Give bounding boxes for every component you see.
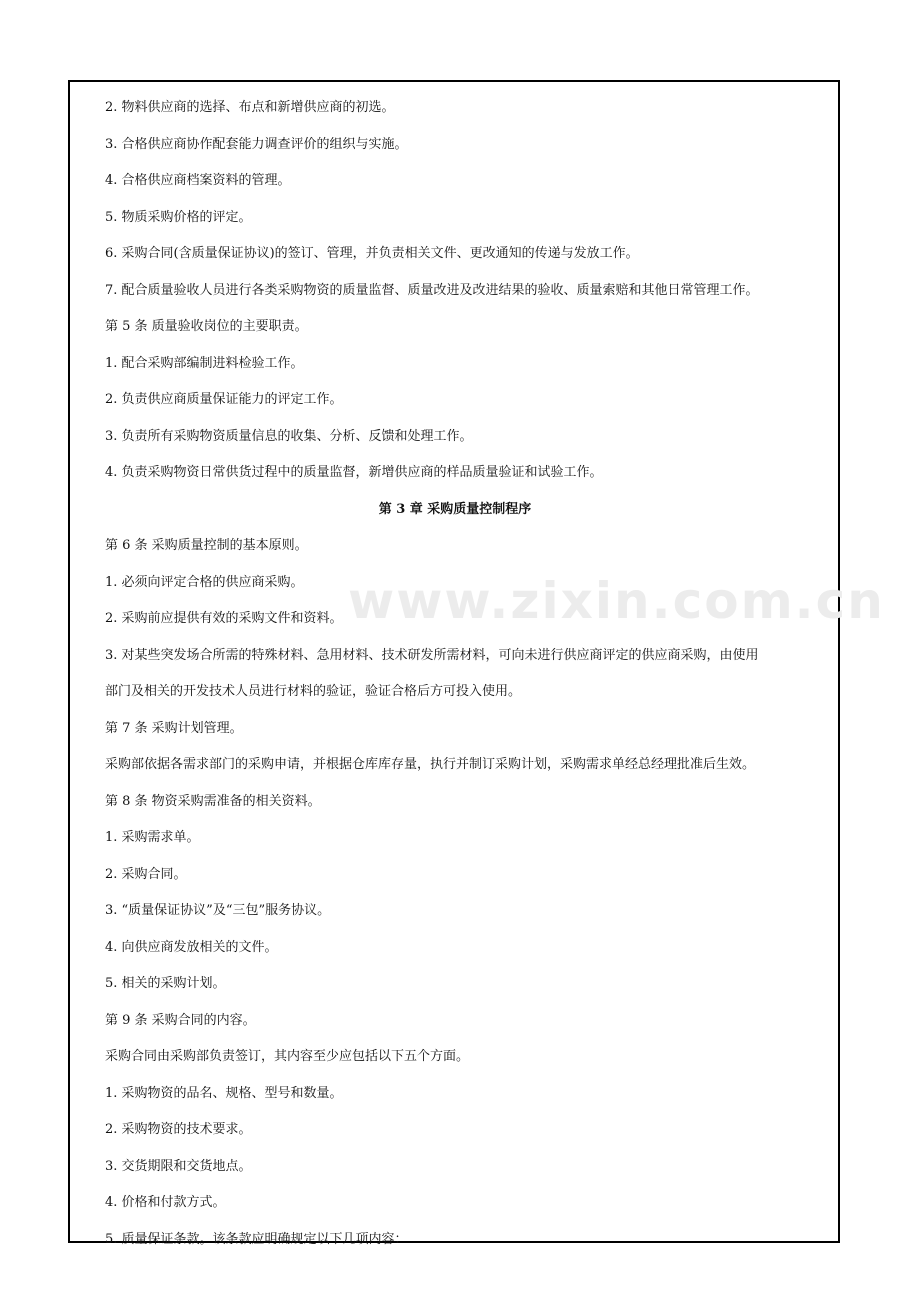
text-line: 7. 配合质量验收人员进行各类采购物资的质量监督、质量改进及改进结果的验收、质量索赔和其他日常管理工作。 <box>105 282 759 298</box>
text-line: 2. 负责供应商质量保证能力的评定工作。 <box>105 392 343 407</box>
text-line: 采购部依据各需求部门的采购申请，并根据仓库库存量，执行并制订采购计划，采购需求单经总经理批准后生效。 <box>105 757 756 772</box>
text-line: 采购合同由采购部负责签订，其内容至少应包括以下五个方面。 <box>105 1049 470 1064</box>
text-line: 3. 合格供应商协作配套能力调查评价的组织与实施。 <box>105 136 408 152</box>
text-line: 3. “质量保证协议”及“三包”服务协议。 <box>105 903 331 918</box>
text-line: 3. 负责所有采购物资质量信息的收集、分析、反馈和处理工作。 <box>105 428 473 444</box>
text-line: 1. 采购需求单。 <box>105 830 200 845</box>
text-line: 2. 采购前应提供有效的采购文件和资料。 <box>105 611 343 626</box>
text-line: 3. 对某些突发场合所需的特殊材料、急用材料、技术研发所需材料，可向未进行供应商评定的供应商采购，由使用 <box>105 647 759 663</box>
text-line: 2. 物料供应商的选择、布点和新增供应商的初选。 <box>105 100 395 115</box>
text-line: 5. 质量保证条款。该条款应明确规定以下几项内容： <box>105 1231 408 1247</box>
text-line: 1. 采购物资的品名、规格、型号和数量。 <box>105 1085 343 1101</box>
text-line: 4. 向供应商发放相关的文件。 <box>105 939 278 955</box>
text-line: 4. 合格供应商档案资料的管理。 <box>105 173 291 188</box>
text-line: 第 5 条 质量验收岗位的主要职责。 <box>105 319 308 334</box>
text-line: 第 7 条 采购计划管理。 <box>105 720 243 736</box>
text-line: 第 8 条 物资采购需准备的相关资料。 <box>105 793 321 809</box>
document-body <box>105 90 805 1258</box>
text-line: 2. 采购合同。 <box>105 866 187 882</box>
text-line: 5. 相关的采购计划。 <box>105 976 226 991</box>
chapter-heading: 第 3 章 采购质量控制程序 <box>378 501 532 517</box>
text-line: 部门及相关的开发技术人员进行材料的验证，验证合格后方可投入使用。 <box>105 684 522 699</box>
text-line: 6. 采购合同(含质量保证协议)的签订、管理，并负责相关文件、更改通知的传递与发放工作。 <box>105 246 639 261</box>
text-line: 5. 物质采购价格的评定。 <box>105 209 252 225</box>
text-line: 2. 采购物资的技术要求。 <box>105 1122 252 1137</box>
text-line: 1. 配合采购部编制进料检验工作。 <box>105 355 304 371</box>
watermark: www.zixin.com.cn <box>348 572 885 630</box>
text-line: 4. 价格和付款方式。 <box>105 1195 226 1210</box>
text-line: 3. 交货期限和交货地点。 <box>105 1158 252 1174</box>
text-line: 4. 负责采购物资日常供货过程中的质量监督，新增供应商的样品质量验证和试验工作。 <box>105 465 603 480</box>
text-line: 1. 必须向评定合格的供应商采购。 <box>105 574 304 590</box>
text-line: 第 6 条 采购质量控制的基本原则。 <box>105 538 308 553</box>
text-line: 第 9 条 采购合同的内容。 <box>105 1012 256 1028</box>
